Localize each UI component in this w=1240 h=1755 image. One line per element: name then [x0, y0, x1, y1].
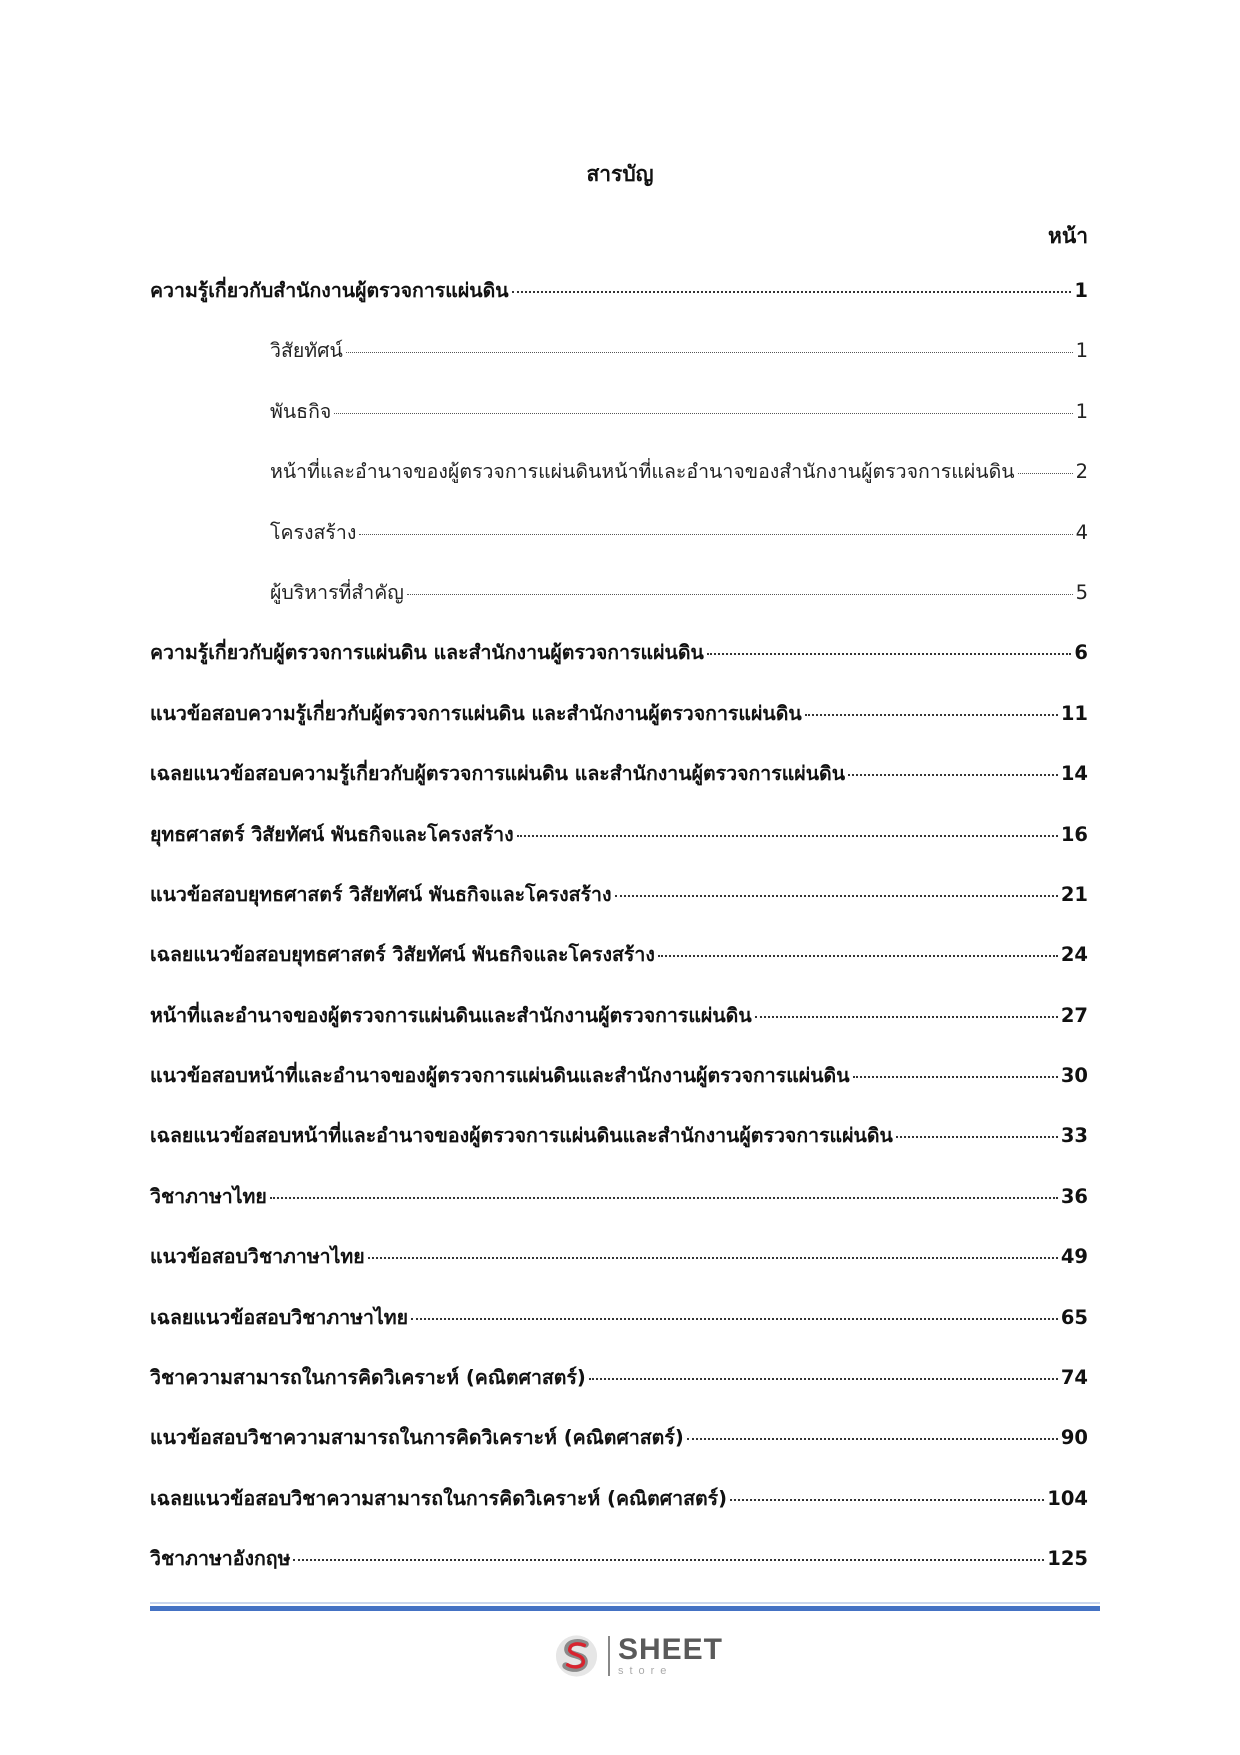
toc-entry [150, 1543, 1088, 1603]
toc-entry-label: เฉลยแนวข้อสอบความรู้เกี่ยวกับผู้ตรวจการแผ่นดิน และสำนักงานผู้ตรวจการแผ่นดิน [150, 762, 846, 786]
toc-entry-page: 24 [1060, 943, 1088, 967]
toc-leader-dots [411, 1318, 1058, 1320]
toc-entry-label: หน้าที่และอำนาจของผู้ตรวจการแผ่นดินหน้าที่และอำนาจของสำนักงานผู้ตรวจการแผ่นดิน [270, 460, 1015, 484]
toc-leader-dots [512, 291, 1072, 293]
toc-leader-dots [589, 1378, 1058, 1380]
toc-leader-dots [658, 955, 1058, 957]
toc-entry [150, 396, 1088, 456]
toc-leader-dots [517, 835, 1058, 837]
toc-entry-page: 125 [1047, 1547, 1088, 1571]
toc-entry-page: 33 [1060, 1124, 1088, 1148]
toc-entry-page: 21 [1060, 882, 1088, 906]
toc-leader-dots [848, 774, 1058, 776]
toc-entry [150, 577, 1088, 637]
toc-entry [150, 456, 1088, 516]
toc-leader-dots [730, 1499, 1044, 1501]
toc-leader-dots [707, 653, 1072, 655]
logo-separator [608, 1636, 610, 1676]
toc-entry [150, 879, 1088, 939]
toc-entry-page: 36 [1060, 1184, 1088, 1208]
toc-leader-dots [853, 1076, 1058, 1078]
toc-entry [150, 1181, 1088, 1241]
toc-entry-page: 1 [1074, 279, 1088, 302]
toc-entry [150, 1362, 1088, 1422]
toc-leader-dots [896, 1136, 1058, 1138]
toc-entry-label: ยุทธศาสตร์ วิสัยทัศน์ พันธกิจและโครงสร้าง [150, 822, 514, 846]
toc-entry [150, 335, 1088, 395]
toc-entry-label: เฉลยแนวข้อสอบหน้าที่และอำนาจของผู้ตรวจการแผ่นดินและสำนักงานผู้ตรวจการแผ่นดิน [150, 1124, 893, 1148]
toc-entry [150, 517, 1088, 577]
logo-wordmark: SHEET [617, 1633, 723, 1666]
toc-leader-dots [368, 1257, 1058, 1259]
toc-entry-page: 5 [1075, 580, 1088, 604]
toc-entry-page: 4 [1075, 520, 1088, 544]
sheet-store-logo-icon [553, 1632, 600, 1680]
toc-entry [150, 939, 1088, 999]
toc-entry [150, 1060, 1088, 1120]
toc-leader-dots [346, 352, 1073, 353]
toc-entry-page: 16 [1060, 822, 1088, 846]
toc-entry-page: 2 [1075, 460, 1088, 484]
toc-entry [150, 758, 1088, 818]
toc-entry-page: 30 [1060, 1064, 1088, 1088]
toc-leader-dots [687, 1438, 1058, 1440]
page-title: สารบัญ [586, 162, 654, 186]
toc-entry-page: 65 [1060, 1305, 1088, 1329]
toc-entry-label: โครงสร้าง [270, 520, 357, 544]
toc-leader-dots [615, 895, 1058, 897]
toc-entry-label: แนวข้อสอบวิชาภาษาไทย [150, 1245, 365, 1269]
toc-entry-label: วิชาภาษาไทย [150, 1184, 267, 1208]
toc-entry-label: ความรู้เกี่ยวกับผู้ตรวจการแผ่นดิน และสำนักงานผู้ตรวจการแผ่นดิน [150, 641, 704, 665]
toc-entry [150, 1000, 1088, 1060]
sheet-store-logo [553, 1628, 723, 1684]
toc-entry-label: แนวข้อสอบความรู้เกี่ยวกับผู้ตรวจการแผ่นดิน และสำนักงานผู้ตรวจการแผ่นดิน [150, 701, 802, 725]
toc-entry [150, 1422, 1088, 1482]
toc-entry [150, 819, 1088, 879]
page-column-header: หน้า [1048, 224, 1088, 248]
toc-entry [150, 637, 1088, 697]
toc-entry-page: 1 [1075, 399, 1088, 423]
toc-entry [150, 275, 1088, 335]
toc-entry-page: 74 [1060, 1366, 1088, 1390]
toc-entry-page: 14 [1060, 762, 1088, 786]
toc-entry-label: ความรู้เกี่ยวกับสำนักงานผู้ตรวจการแผ่นดิน [150, 279, 509, 302]
toc-leader-dots [293, 1559, 1044, 1561]
toc-leader-dots [755, 1016, 1058, 1018]
toc-entry-label: เฉลยแนวข้อสอบยุทธศาสตร์ วิสัยทัศน์ พันธกิจและโครงสร้าง [150, 943, 655, 967]
footer-divider [150, 1606, 1100, 1611]
toc-entry-page: 1 [1075, 339, 1088, 363]
toc-entry-label: ผู้บริหารที่สำคัญ [270, 580, 404, 604]
toc-leader-dots [270, 1197, 1058, 1199]
toc-entry-label: แนวข้อสอบยุทธศาสตร์ วิสัยทัศน์ พันธกิจและโครงสร้าง [150, 882, 612, 906]
toc-entry-label: เฉลยแนวข้อสอบวิชาภาษาไทย [150, 1305, 409, 1329]
toc-entry [150, 1483, 1088, 1543]
toc-entry-label: วิชาภาษาอังกฤษ [150, 1547, 291, 1571]
toc-entry-page: 49 [1060, 1245, 1088, 1269]
toc-leader-dots [359, 534, 1072, 535]
toc-entry-label: หน้าที่และอำนาจของผู้ตรวจการแผ่นดินและสำนักงานผู้ตรวจการแผ่นดิน [150, 1003, 752, 1027]
toc-entry-label: แนวข้อสอบวิชาความสามารถในการคิดวิเคราะห์ (คณิตศาสตร์) [150, 1426, 684, 1450]
logo-subtext: store [617, 1665, 673, 1677]
toc-entry-label: วิสัยทัศน์ [270, 339, 343, 363]
toc-entry [150, 698, 1088, 758]
toc-entry-page: 27 [1060, 1003, 1088, 1027]
toc-entry-page: 90 [1060, 1426, 1088, 1450]
toc-entry-label: แนวข้อสอบหน้าที่และอำนาจของผู้ตรวจการแผ่นดินและสำนักงานผู้ตรวจการแผ่นดิน [150, 1064, 850, 1088]
table-of-contents [150, 275, 1088, 1604]
toc-leader-dots [805, 714, 1058, 716]
toc-entry-page: 11 [1060, 701, 1088, 725]
toc-entry [150, 1241, 1088, 1301]
toc-leader-dots [1018, 473, 1073, 474]
toc-entry [150, 1302, 1088, 1362]
toc-entry-label: เฉลยแนวข้อสอบวิชาความสามารถในการคิดวิเคราะห์ (คณิตศาสตร์) [150, 1486, 728, 1510]
toc-entry-label: พันธกิจ [270, 399, 332, 423]
toc-leader-dots [334, 413, 1072, 414]
toc-entry [150, 1120, 1088, 1180]
toc-entry-label: วิชาความสามารถในการคิดวิเคราะห์ (คณิตศาสตร์) [150, 1366, 586, 1390]
toc-entry-page: 104 [1047, 1486, 1088, 1510]
toc-entry-page: 6 [1074, 641, 1088, 665]
toc-leader-dots [407, 594, 1073, 595]
